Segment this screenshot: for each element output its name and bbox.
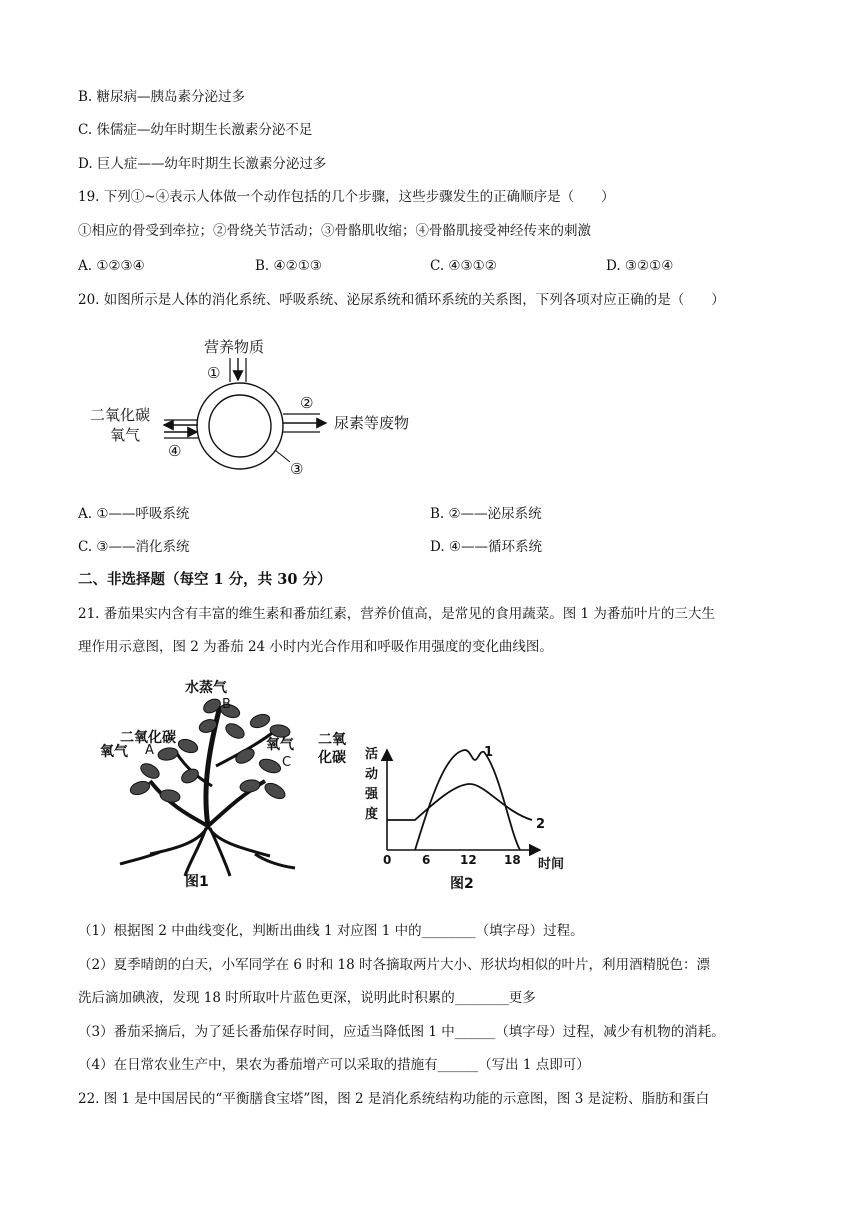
q19-option-a: A. ①②③④: [78, 258, 145, 274]
q21-stem-line2: 理作用示意图，图 2 为番茄 24 小时内光合作用和呼吸作用强度的变化曲线图。: [78, 639, 553, 655]
diagram-urea-label: 尿素等废物: [334, 414, 410, 432]
q21-fig1-plant: [90, 676, 360, 891]
fig1-caption: 图1: [185, 874, 209, 890]
curve-2: [387, 784, 532, 820]
marker-1: ①: [207, 364, 221, 382]
q20-option-b: B. ②——泌尿系统: [430, 506, 542, 522]
q21-sub1: （1）根据图 2 中曲线变化，判断出曲线 1 对应图 1 中的________（填字母）过程。: [78, 923, 584, 939]
q20-option-a: A. ①——呼吸系统: [78, 506, 190, 522]
q22-stem-line1: 22. 图 1 是中国居民的“平衡膳食宝塔”图，图 2 是消化系统结构功能的示意图，图 3 是淀粉、脂肪和蛋白: [78, 1091, 710, 1107]
q21-stem-line1: 21. 番茄果实内含有丰富的维生素和番茄红素，营养价值高，是常见的食用蔬菜。图 1 为番茄叶片的三大生: [78, 606, 715, 622]
inner-ring: [209, 395, 271, 457]
outer-ring: [197, 383, 283, 469]
q19-option-b: B. ④②①③: [255, 258, 322, 274]
q19-option-d: D. ③②①④: [606, 258, 674, 274]
curve-1: [415, 750, 520, 850]
marker-4: ④: [168, 442, 182, 460]
q19-option-c: C. ④③①②: [430, 258, 497, 274]
curve-1-label: 1: [484, 745, 494, 760]
fig2-ylabel-2: 动: [365, 767, 379, 782]
q20-option-c: C. ③——消化系统: [78, 539, 190, 555]
fig2-ylabel-4: 度: [365, 807, 379, 822]
fig1-water-vapor: 水蒸气: [185, 680, 227, 696]
fig1-label-c: C: [282, 755, 292, 770]
fig1-label-b: B: [222, 697, 231, 712]
fig1-co2-left: 二氧化碳: [120, 730, 176, 746]
fig1-o2-right: 氧气: [266, 737, 294, 753]
q19-steps: ①相应的骨受到牵拉；②骨绕关节活动；③骨骼肌收缩；④骨骼肌接受神经传来的刺激: [78, 223, 591, 239]
fig1-o2-left: 氧气: [100, 744, 128, 760]
curve-2-label: 2: [536, 817, 546, 832]
diagram-co2-label: 二氧化碳: [90, 406, 151, 424]
q19-stem: 19. 下列①~④表示人体做一个动作包括的几个步骤，这些步骤发生的正确顺序是（ ）: [78, 189, 615, 205]
q21-sub2-line2: 洗后滴加碘液，发现 18 时所取叶片蓝色更深，说明此时积累的________更多: [78, 990, 536, 1006]
fig2-caption: 图2: [450, 876, 474, 892]
diagram-o2-label: 氧气: [110, 426, 141, 444]
q20-option-d: D. ④——循环系统: [430, 539, 543, 555]
fig2-ylabel-3: 强: [365, 787, 379, 802]
tick-18: 18: [504, 853, 521, 867]
fig2-ylabel-1: 活: [365, 747, 379, 762]
q21-sub2-line1: （2）夏季晴朗的白天，小军同学在 6 时和 18 时各摘取两片大小、形状均相似的叶片，利用酒精脱色：漂: [78, 957, 711, 973]
q20-stem: 20. 如图所示是人体的消化系统、呼吸系统、泌尿系统和循环系统的关系图，下列各项对应正确的是（ ）: [78, 292, 725, 308]
tick-6: 6: [422, 853, 431, 867]
q21-sub3: （3）番茄采摘后，为了延长番茄保存时间，应适当降低图 1 中______（填字母）过程，减少有机物的消耗。: [78, 1024, 725, 1040]
q18-option-b: B. 糖尿病—胰岛素分泌过多: [78, 89, 246, 105]
fig1-label-a: A: [145, 743, 154, 758]
diagram-nutrients-label: 营养物质: [204, 338, 265, 356]
marker-3: ③: [290, 460, 304, 478]
fig2-xlabel: 时间: [538, 857, 565, 872]
q21-sub4: （4）在日常农业生产中，果农为番茄增产可以采取的措施有______（写出 1 点即可）: [78, 1057, 590, 1073]
q18-option-c: C. 侏儒症—幼年时期生长激素分泌不足: [78, 122, 313, 138]
tick-0: 0: [383, 853, 392, 867]
section-heading: 二、非选择题（每空 1 分，共 30 分）: [78, 571, 332, 588]
q21-fig2-chart: [360, 742, 590, 894]
q18-option-d: D. 巨人症——幼年时期生长激素分泌过多: [78, 156, 327, 172]
marker-2: ②: [300, 394, 314, 412]
fig1-co2-right-1: 二氧: [318, 732, 346, 748]
q20-system-diagram: [80, 328, 440, 488]
fig1-co2-right-2: 化碳: [318, 750, 346, 766]
tick-12: 12: [460, 853, 477, 867]
